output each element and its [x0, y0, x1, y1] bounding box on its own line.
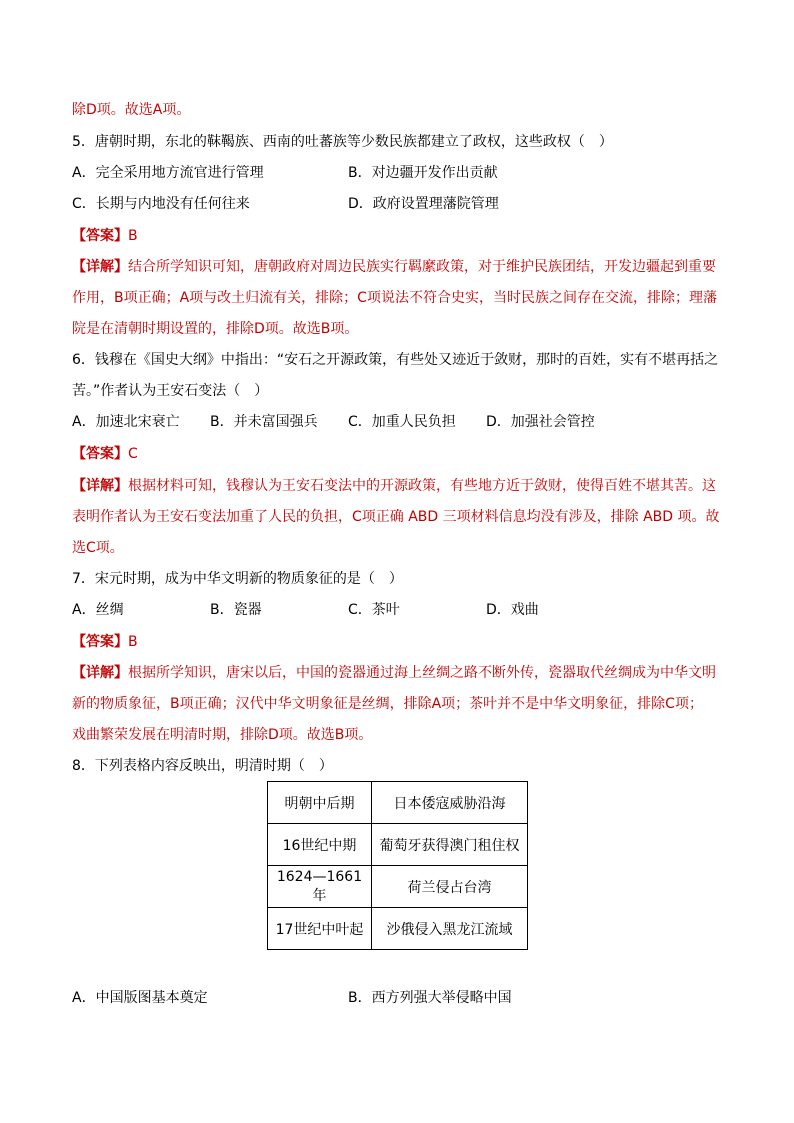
table-cell-event: 沙俄侵入黑龙江流域 — [372, 908, 528, 950]
question-6-explanation-line-1 — [72, 476, 716, 496]
question-5-option-d: D．政府设置理藩院管理 — [348, 196, 499, 212]
question-8-option-b: B．西方列强大举侵略中国 — [348, 990, 512, 1006]
table-row — [268, 866, 528, 908]
question-7-answer — [72, 632, 138, 652]
table-cell-event: 荷兰侵占台湾 — [372, 866, 528, 908]
table-cell-period: 1624—1661年 — [268, 866, 372, 908]
question-7-option-d: D．戏曲 — [486, 602, 539, 618]
question-5-option-b: B．对边疆开发作出贡献 — [348, 165, 498, 181]
answer-tag: 【答案】 — [72, 634, 128, 650]
question-6-explanation-line-2: 表明作者认为王安石变法加重了人民的负担，C项正确 ABD 三项材料信息均没有涉及，排除 ABD 项。故 — [72, 509, 720, 525]
question-5-option-a: A．完全采用地方流官进行管理 — [72, 165, 264, 181]
question-6-option-a: A．加速北宋衰亡 — [72, 414, 180, 430]
question-8-table — [267, 781, 528, 950]
question-7-explanation-line-3: 戏曲繁荣发展在明清时期，排除D项。故选B项。 — [72, 727, 373, 743]
question-8-stem: 8．下列表格内容反映出，明清时期（ ） — [72, 758, 333, 774]
table-row — [268, 782, 528, 824]
question-7-stem: 7．宋元时期，成为中华文明新的物质象征的是（ ） — [72, 571, 403, 587]
explanation-text: 根据材料可知，钱穆认为王安石变法中的开源政策，有些地方近于敛财，使得百姓不堪其苦。这 — [128, 478, 716, 494]
table-cell-period: 明朝中后期 — [268, 782, 372, 824]
table-row — [268, 908, 528, 950]
question-5-explanation-line-1 — [72, 257, 716, 277]
table-cell-event: 日本倭寇威胁沿海 — [372, 782, 528, 824]
question-6-stem-line-1: 6．钱穆在《国史大纲》中指出：“安石之开源政策，有些处又迹近于敛财，那时的百姓，实有不堪再括之 — [72, 352, 719, 368]
explanation-tag: 【详解】 — [72, 259, 128, 275]
explanation-text: 结合所学知识可知，唐朝政府对周边民族实行羁縻政策，对于维护民族团结，开发边疆起到重要 — [128, 259, 716, 275]
explanation-tag: 【详解】 — [72, 478, 128, 494]
answer-value: B — [128, 634, 138, 650]
question-7-explanation-line-2: 新的物质象征，B项正确；汉代中华文明象征是丝绸，排除A项；茶叶并不是中华文明象征，排除C项； — [72, 696, 703, 712]
question-7-explanation-line-1 — [72, 663, 716, 683]
question-6-option-d: D．加强社会管控 — [486, 414, 595, 430]
question-6-explanation-line-3: 选C项。 — [72, 540, 124, 556]
question-7-option-a: A．丝绸 — [72, 602, 124, 618]
question-5-answer — [72, 226, 138, 246]
question-6-stem-line-2: 苦。”作者认为王安石变法（ ） — [72, 383, 269, 399]
question-7-option-c: C．茶叶 — [348, 602, 400, 618]
answer-value: C — [128, 446, 138, 462]
table-cell-period: 17世纪中叶起 — [268, 908, 372, 950]
answer-tag: 【答案】 — [72, 446, 128, 462]
explanation-text: 根据所学知识，唐宋以后，中国的瓷器通过海上丝绸之路不断外传，瓷器取代丝绸成为中华文明 — [128, 665, 716, 681]
table-cell-event: 葡萄牙获得澳门租住权 — [372, 824, 528, 866]
question-6-option-b: B．并未富国强兵 — [210, 414, 318, 430]
table-row — [268, 824, 528, 866]
question-8-option-a: A．中国版图基本奠定 — [72, 990, 208, 1006]
question-6-option-c: C．加重人民负担 — [348, 414, 456, 430]
explanation-tag: 【详解】 — [72, 665, 128, 681]
question-6-answer — [72, 444, 138, 464]
answer-value: B — [128, 228, 138, 244]
question-5-explanation-line-3: 院是在清朝时期设置的，排除D项。故选B项。 — [72, 321, 359, 337]
question-5-explanation-line-2: 作用，B项正确；A项与改土归流有关，排除；C项说法不符合史实，当时民族之间存在交流，排除；理藩 — [72, 290, 717, 306]
question-5-option-c: C．长期与内地没有任何往来 — [72, 196, 250, 212]
answer-tag: 【答案】 — [72, 228, 128, 244]
question-5-stem: 5．唐朝时期，东北的靺鞨族、西南的吐蕃族等少数民族都建立了政权，这些政权（ ） — [72, 134, 613, 150]
table-cell-period: 16世纪中期 — [268, 824, 372, 866]
question-7-option-b: B．瓷器 — [210, 602, 262, 618]
prev-explanation-tail: 除D项。故选A项。 — [72, 102, 191, 118]
